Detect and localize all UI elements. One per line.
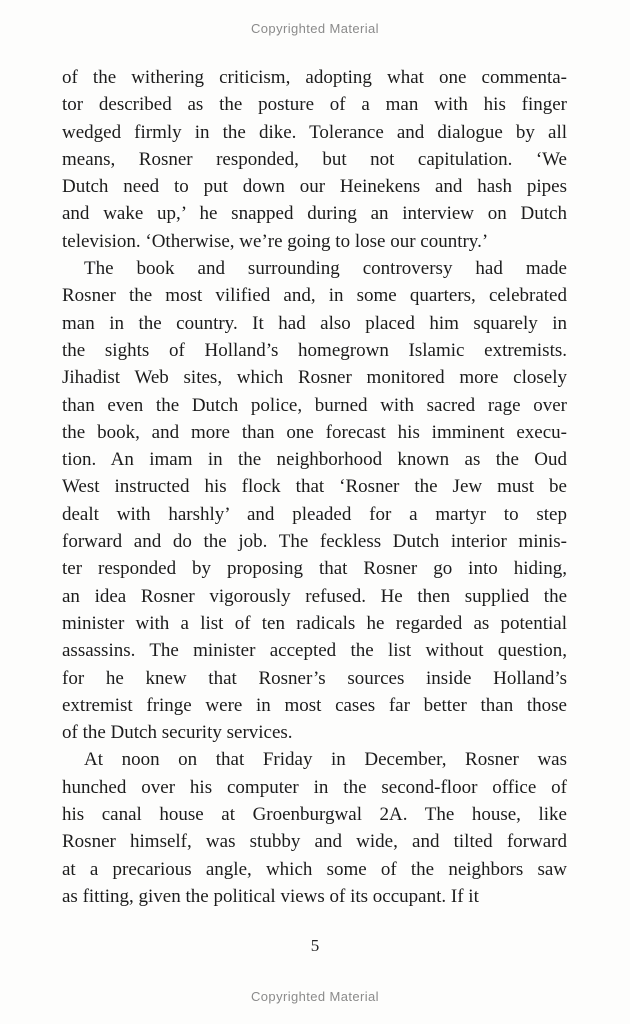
text-line: wedged firmly in the dike. Tolerance and dialogue by all [62, 121, 567, 143]
text-line: extremist fringe were in most cases far better than those [62, 694, 567, 716]
text-line: at a precarious angle, which some of the neighbors saw [62, 858, 567, 880]
text-line: the sights of Holland’s homegrown Islamic extremists. [62, 339, 567, 361]
text-line: man in the country. It had also placed him squarely in [62, 312, 567, 334]
copyright-notice-top: Copyrighted Material [251, 21, 379, 36]
text-line: dealt with harshly’ and pleaded for a martyr to step [62, 503, 567, 525]
text-line: means, Rosner responded, but not capitulation. ‘We [62, 148, 567, 170]
text-line: Rosner the most vilified and, in some quarters, celebrated [62, 285, 567, 307]
page-body [62, 64, 567, 910]
text-line: of the Dutch security services. [62, 722, 293, 744]
text-line: tor described as the posture of a man with his finger [62, 94, 567, 116]
text-line: tion. An imam in the neighborhood known as the Oud [62, 449, 567, 471]
text-line: his canal house at Groenburgwal 2A. The house, like [62, 804, 567, 826]
text-line: Rosner himself, was stubby and wide, and tilted forward [62, 831, 567, 853]
text-line: minister with a list of ten radicals he regarded as potential [62, 612, 567, 634]
text-line: an idea Rosner vigorously refused. He then supplied the [62, 585, 567, 607]
copyright-notice-bottom: Copyrighted Material [251, 989, 379, 1004]
paragraph [62, 255, 567, 746]
text-line: than even the Dutch police, burned with sacred rage over [62, 394, 567, 416]
text-line: forward and do the job. The feckless Dutch interior minis- [62, 531, 567, 553]
text-line: television. ‘Otherwise, we’re going to lose our country.’ [62, 230, 489, 252]
text-line: Jihadist Web sites, which Rosner monitored more closely [62, 367, 567, 389]
text-line: assassins. The minister accepted the list without question, [62, 640, 567, 662]
text-line: hunched over his computer in the second-floor office of [62, 776, 567, 798]
text-line: as fitting, given the political views of its occupant. If it [62, 885, 479, 907]
text-line: of the withering criticism, adopting what one commenta- [62, 67, 567, 88]
text-line: West instructed his flock that ‘Rosner the Jew must be [62, 476, 567, 498]
text-line: At noon on that Friday in December, Rosner was [84, 749, 567, 771]
text-line: and wake up,’ he snapped during an interview on Dutch [62, 203, 567, 225]
text-line: the book, and more than one forecast his imminent execu- [62, 421, 567, 443]
text-line: ter responded by proposing that Rosner go into hiding, [62, 558, 567, 580]
text-line: Dutch need to put down our Heinekens and hash pipes [62, 176, 567, 198]
text-line: The book and surrounding controversy had made [84, 258, 567, 280]
text-line: for he knew that Rosner’s sources inside Holland’s [62, 667, 567, 689]
page-number: 5 [310, 936, 320, 955]
paragraph [62, 64, 567, 255]
paragraph [62, 746, 567, 910]
